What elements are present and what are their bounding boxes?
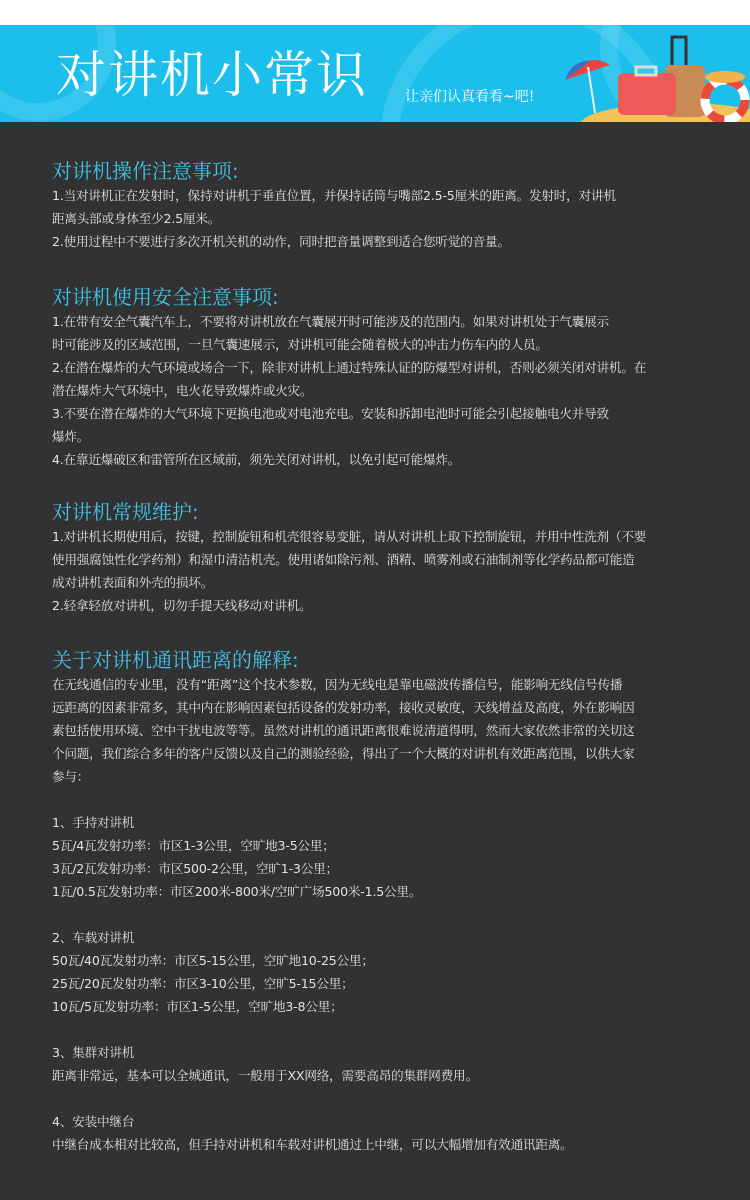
travel-illustration-icon [560, 25, 750, 122]
section-heading: 对讲机常规维护: [52, 500, 199, 524]
text-line: 成对讲机表面和外壳的损坏。 [52, 575, 214, 590]
text-line: 参与： [52, 769, 90, 784]
blank-line [52, 903, 635, 926]
text-line: 1.当对讲机正在发射时，保持对讲机于垂直位置，并保持话筒与嘴部2.5-5厘米的距离。发射时，对讲机 [52, 188, 616, 203]
text-line: 距离非常远，基本可以全城通讯，一般用于XX网络，需要高昂的集群网费用。 [52, 1068, 478, 1083]
text-line: 在无线通信的专业里，没有“距离”这个技术参数，因为无线电是靠电磁波传播信号，能影响无线信号传播 [52, 677, 623, 692]
text-line: 4.在靠近爆破区和雷管所在区域前，须先关闭对讲机，以免引起可能爆炸。 [52, 452, 461, 467]
text-line: 使用强腐蚀性化学药剂）和湿巾清洁机壳。使用诸如除污剂、酒精、喷雾剂或石油制剂等化学药品都可能造 [52, 552, 635, 567]
section-heading: 关于对讲机通讯距离的解释: [52, 648, 299, 672]
text-line: 距离头部或身体至少2.5厘米。 [52, 211, 221, 226]
text-line: 1瓦/0.5瓦发射功率：市区200米-800米/空旷广场500米-1.5公里。 [52, 884, 422, 899]
text-line: 中继台成本相对比较高，但手持对讲机和车载对讲机通过上中继，可以大幅增加有效通讯距离。 [52, 1137, 573, 1152]
section-operation-notes [52, 158, 616, 253]
list-heading: 2、车载对讲机 [52, 930, 135, 945]
header-banner [0, 25, 750, 122]
blank-line [52, 788, 635, 811]
banner-title: 对讲机小常识 [56, 46, 368, 104]
text-line: 爆炸。 [52, 429, 90, 444]
list-heading: 4、安装中继台 [52, 1114, 135, 1129]
text-line: 25瓦/20瓦发射功率：市区3-10公里，空旷5-15公里； [52, 976, 354, 991]
section-maintenance [52, 499, 646, 617]
section-range-explanation [52, 647, 635, 1156]
text-line: 个问题，我们综合多年的客户反馈以及自己的测验经验，得出了一个大概的对讲机有效距离范围，以供大家 [52, 746, 635, 761]
section-heading: 对讲机操作注意事项: [52, 159, 239, 183]
text-line: 10瓦/5瓦发射功率：市区1-5公里，空旷地3-8公里； [52, 999, 343, 1014]
text-line: 3瓦/2瓦发射功率：市区500-2公里，空旷1-3公里； [52, 861, 338, 876]
text-line: 潜在爆炸大气环境中，电火花导致爆炸或火灾。 [52, 383, 313, 398]
text-line: 2.在潜在爆炸的大气环境或场合一下，除非对讲机上通过特殊认证的防爆型对讲机，否则必须关闭对讲机。在 [52, 360, 647, 375]
text-line: 2.轻拿轻放对讲机，切勿手提天线移动对讲机。 [52, 598, 312, 613]
text-line: 远距离的因素非常多，其中内在影响因素包括设备的发射功率，接收灵敏度，天线增益及高度，外在影响因 [52, 700, 635, 715]
text-line: 2.使用过程中不要进行多次开机关机的动作，同时把音量调整到适合您听觉的音量。 [52, 234, 510, 249]
banner-subtitle: 让亲们认真看看~吧! [405, 89, 535, 105]
text-line: 5瓦/4瓦发射功率：市区1-3公里，空旷地3-5公里； [52, 838, 335, 853]
text-line: 50瓦/40瓦发射功率：市区5-15公里，空旷地10-25公里； [52, 953, 374, 968]
text-line: 时可能涉及的区域范围，一旦气囊速展示，对讲机可能会随着极大的冲击力伤车内的人员。 [52, 337, 548, 352]
text-line: 3.不要在潜在爆炸的大气环境下更换电池或对电池充电。安装和拆卸电池时可能会引起接触电火并导致 [52, 406, 609, 421]
text-line: 1.在带有安全气囊汽车上，不要将对讲机放在气囊展开时可能涉及的范围内。如果对讲机处于气囊展示 [52, 314, 609, 329]
text-line: 素包括使用环境、空中干扰电波等等。虽然对讲机的通讯距离很难说清道得明，然而大家依然非常的关切这 [52, 723, 635, 738]
list-heading: 1、手持对讲机 [52, 815, 135, 830]
blank-line [52, 1018, 635, 1041]
section-safety-notes [52, 284, 646, 471]
content-area [0, 122, 750, 1200]
blank-line [52, 1087, 635, 1110]
text-line: 1.对讲机长期使用后，按键，控制旋钮和机壳很容易变脏，请从对讲机上取下控制旋钮，并用中性洗剂（不要 [52, 529, 647, 544]
list-heading: 3、集群对讲机 [52, 1045, 135, 1060]
section-heading: 对讲机使用安全注意事项: [52, 285, 279, 309]
